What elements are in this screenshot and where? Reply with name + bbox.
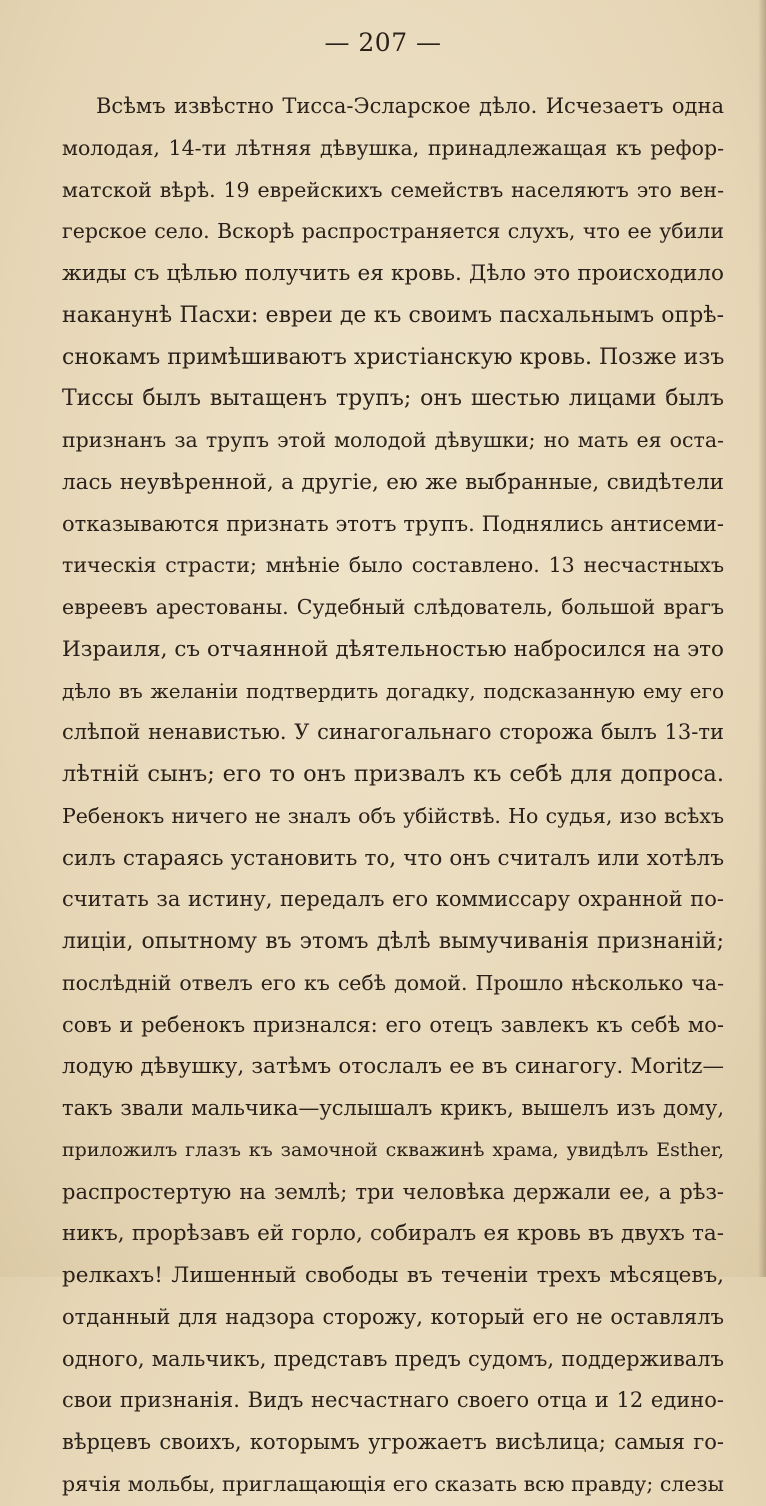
text-line: такъ звали мальчика—услышалъ крикъ, вышелъ изъ дому, [62,1096,724,1120]
text-line: дѣло въ желанiи подтвердить догадку, подсказанную ему его [62,678,724,703]
text-line: силъ стараясь установить то, что онъ считалъ или хотѣлъ [62,845,724,871]
text-line: совъ и ребенокъ признался: его отецъ завлекъ къ себѣ мо- [62,1012,724,1037]
text-line: матской вѣрѣ. 19 еврейскихъ семействъ населяютъ это вен- [62,177,724,202]
text-line: вѣрцевъ своихъ, которымъ угрожаетъ висѣлица; самыя го- [62,1430,724,1454]
text-line: лѣтнiй сынъ; его то онъ призвалъ къ себѣ для допроса. [62,761,724,787]
text-line: Израиля, съ отчаянной дѣятельностью набросился на это [62,636,724,662]
text-line: тическiя страсти; мнѣнiе было составлено. 13 несчастныхъ [62,553,724,578]
text-line: отказываются признать этотъ трупъ. Поднялись антисеми- [62,511,724,536]
text-line: Тиссы былъ вытащенъ трупъ; онъ шестью лицами былъ [62,386,724,412]
text-line: снокамъ примѣшиваютъ христiанскую кровь. Позже изъ [62,344,724,370]
page-edge [758,0,766,1277]
text-line: Ребенокъ ничего не зналъ объ убiйствѣ. Но судья, изо всѣхъ [62,803,724,828]
text-line: герское село. Вскорѣ распространяется слухъ, что ее убили [62,219,724,244]
text-line: отданный для надзора сторожу, который его не оставлялъ [62,1304,724,1329]
text-line: распростертую на землѣ; три человѣка держали ее, а рѣз- [62,1179,724,1204]
text-line: свои признанiя. Видъ несчастнаго своего отца и 12 едино- [62,1388,724,1413]
text-line: рячiя мольбы, приглащающiя его сказать всю правду; слезы [62,1471,724,1496]
text-line: евреевъ арестованы. Судебный слѣдователь, большой врагъ [62,595,724,619]
text-line: никъ, прорѣзавъ ей горло, собиралъ ея кровь въ двухъ та- [62,1221,724,1247]
text-line: послѣднiй отвелъ его къ себѣ домой. Прошло нѣсколько ча- [62,970,724,995]
text-line: одного, мальчикъ, представъ предъ судомъ, поддерживалъ [62,1346,724,1371]
text-line: считать за истину, передалъ его коммиссару охранной по- [62,887,724,912]
text-line: лицiи, опытному въ этомъ дѣлѣ вымучиванiя признанiй; [62,929,724,954]
body-text [62,86,724,1506]
text-line: лодую дѣвушку, затѣмъ отослалъ ее въ синагогу. Moritz— [62,1054,724,1080]
text-line: жиды съ цѣлью получить ея кровь. Дѣло это происходило [62,261,724,286]
text-line: наканунѣ Пасхи: евреи де къ своимъ пасхальнымъ опрѣ- [62,302,724,328]
page-number: — 207 — [324,28,442,57]
text-line: Всѣмъ извѣстно Тисса-Эсларское дѣло. Исчезаетъ одна [96,94,724,118]
text-line: признанъ за трупъ этой молодой дѣвушки; но мать ея оста- [62,428,724,452]
text-line: релкахъ! Лишенный свободы въ теченiи трехъ мѣсяцевъ, [62,1263,724,1288]
text-line: слѣпой ненавистью. У синагогальнаго сторожа былъ 13-ти [62,720,724,745]
text-line: молодая, 14-ти лѣтняя дѣвушка, принадлежащая къ рефор- [62,135,724,160]
text-line: лась неувѣренной, а другiе, ею же выбранные, свидѣтели [62,469,724,495]
text-line: приложилъ глазъ къ замочной скважинѣ храма, увидѣлъ Esther, [62,1138,724,1161]
